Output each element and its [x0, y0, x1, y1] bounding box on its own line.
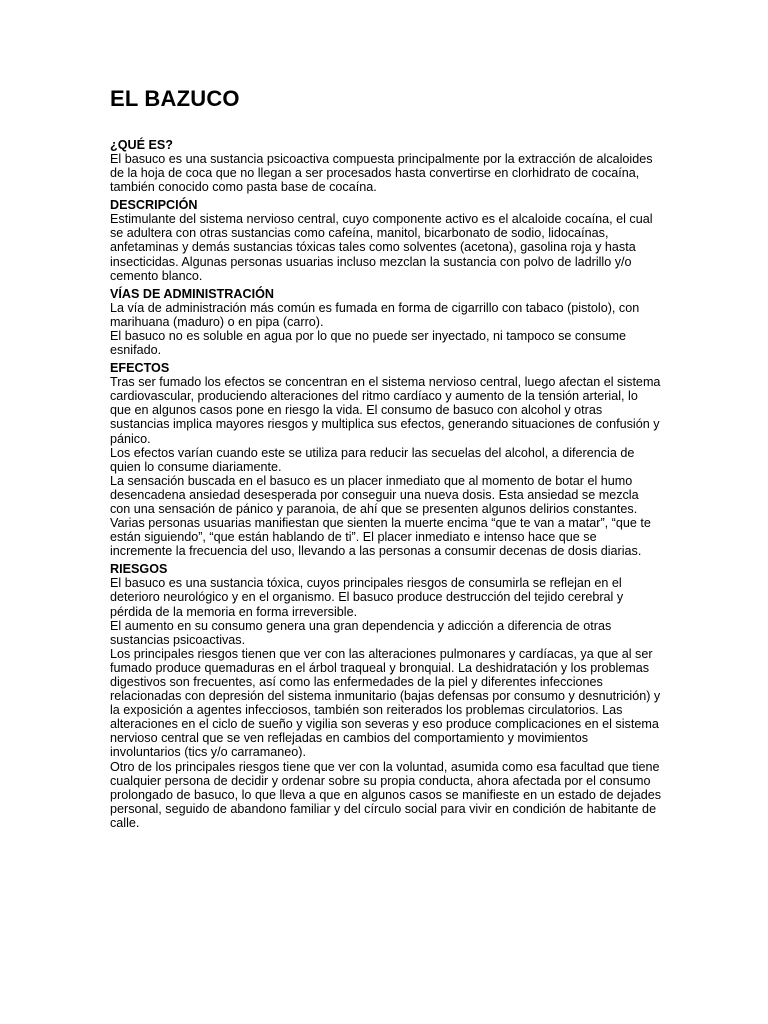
paragraph: El aumento en su consumo genera una gran dependencia y adicción a diferencia de otras sustancias psicoactivas. — [110, 618, 612, 647]
paragraph: Tras ser fumado los efectos se concentran en el sistema nervioso central, luego afectan el sistema cardiovascular, produciendo alteraciones del ritmo cardíaco y aumento de la tensión arterial, lo que en algunos casos pone en riesgo la vida. El consumo de basuco con alcohol y otras sustancias implica mayores riesgos y multiplica sus efectos, generando situaciones de confusión y pánico. — [110, 375, 661, 446]
paragraph: La vía de administración más común es fumada en forma de cigarrillo con tabaco (pistolo), con marihuana (maduro) o en pipa (carro). — [110, 300, 640, 329]
paragraph: Los efectos varían cuando este se utiliza para reducir las secuelas del alcohol, a diferencia de quien lo consume diariamente. — [110, 445, 635, 474]
section-heading: VÍAS DE ADMINISTRACIÓN — [110, 286, 274, 301]
paragraph: El basuco es una sustancia tóxica, cuyos principales riesgos de consumirla se reflejan en el deterioro neurológico y en el organismo. El basuco produce destrucción del tejido cerebral y pérdida de la memoria en forma irreversible. — [110, 576, 624, 619]
section-riesgos — [110, 562, 662, 830]
section-heading: ¿QUÉ ES? — [110, 138, 173, 152]
paragraph: Los principales riesgos tienen que ver con las alteraciones pulmonares y cardíacas, ya que al ser fumado produce quemaduras en el árbol traqueal y bronquial. La deshidratación y los problemas digestivos son frecuentes, así como las enfermedades de la piel y diferentes infecciones relacionadas con depresión del sistema inmunitario (bajas defensas por consumo y desnutrición) y la exposición a agentes infecciosos, también son reiterados los problemas circulatorios. Las alteraciones en el ciclo de sueño y vigilia son severas y eso produce complicaciones en el sistema nervioso central que se ven reflejadas en cambios del comportamiento y movimientos involuntarios (tics y/o carramaneo). — [110, 646, 661, 760]
paragraph: El basuco es una sustancia psicoactiva compuesta principalmente por la extracción de alcaloides de la hoja de coca que no llegan a ser procesados hasta convertirse en clorhidrato de cocaína, también conocido como pasta base de cocaína. — [110, 152, 653, 195]
section-descripcion — [110, 198, 662, 282]
paragraph: Estimulante del sistema nervioso central, cuyo componente activo es el alcaloide cocaína, el cual se adultera con otras sustancias como cafeína, manitol, bicarbonato de sodio, lidocaínas, anfetaminas y demás sustancias tóxicas tales como solventes (acetona), gasolina roja y hasta insecticidas. Algunas personas usuarias incluso mezclan la sustancia con polvo de ladrillo y/o cemento blanco. — [110, 212, 653, 283]
document-page — [110, 86, 662, 830]
section-heading: EFECTOS — [110, 361, 170, 376]
section-efectos — [110, 361, 662, 558]
section-que-es — [110, 138, 662, 194]
page-title: EL BAZUCO — [110, 86, 240, 111]
paragraph: El basuco no es soluble en agua por lo que no puede ser inyectado, ni tampoco se consume esnifado. — [110, 328, 626, 358]
paragraph: Otro de los principales riesgos tiene que ver con la voluntad, asumida como esa facultad que tiene cualquier persona de decidir y ordenar sobre su propia conducta, ahora afectada por el consumo prolongado de basuco, lo que lleva a que en algunos casos se manifieste en un estado de dejades personal, seguido de abandono familiar y del círculo social para vivir en condición de habitante de calle. — [110, 759, 662, 830]
section-vias-de-administracion — [110, 287, 662, 357]
paragraph: La sensación buscada en el basuco es un placer inmediato que al momento de botar el humo desencadena ansiedad desesperada por conseguir una nueva dosis. Esta ansiedad se mezcla con una sensación de pánico y paranoia, de ahí que se presenten algunos delirios constantes. Varias personas usuarias manifiestan que sienten la muerte encima “que te van a matar”, “que te están siguiendo”, “que están hablando de ti”. El placer inmediato e intenso hace que se incremente la frecuencia del uso, llevando a las personas a consumir decenas de dosis diarias. — [110, 473, 651, 559]
section-heading: RIESGOS — [110, 562, 168, 577]
section-heading: DESCRIPCIÓN — [110, 198, 198, 213]
